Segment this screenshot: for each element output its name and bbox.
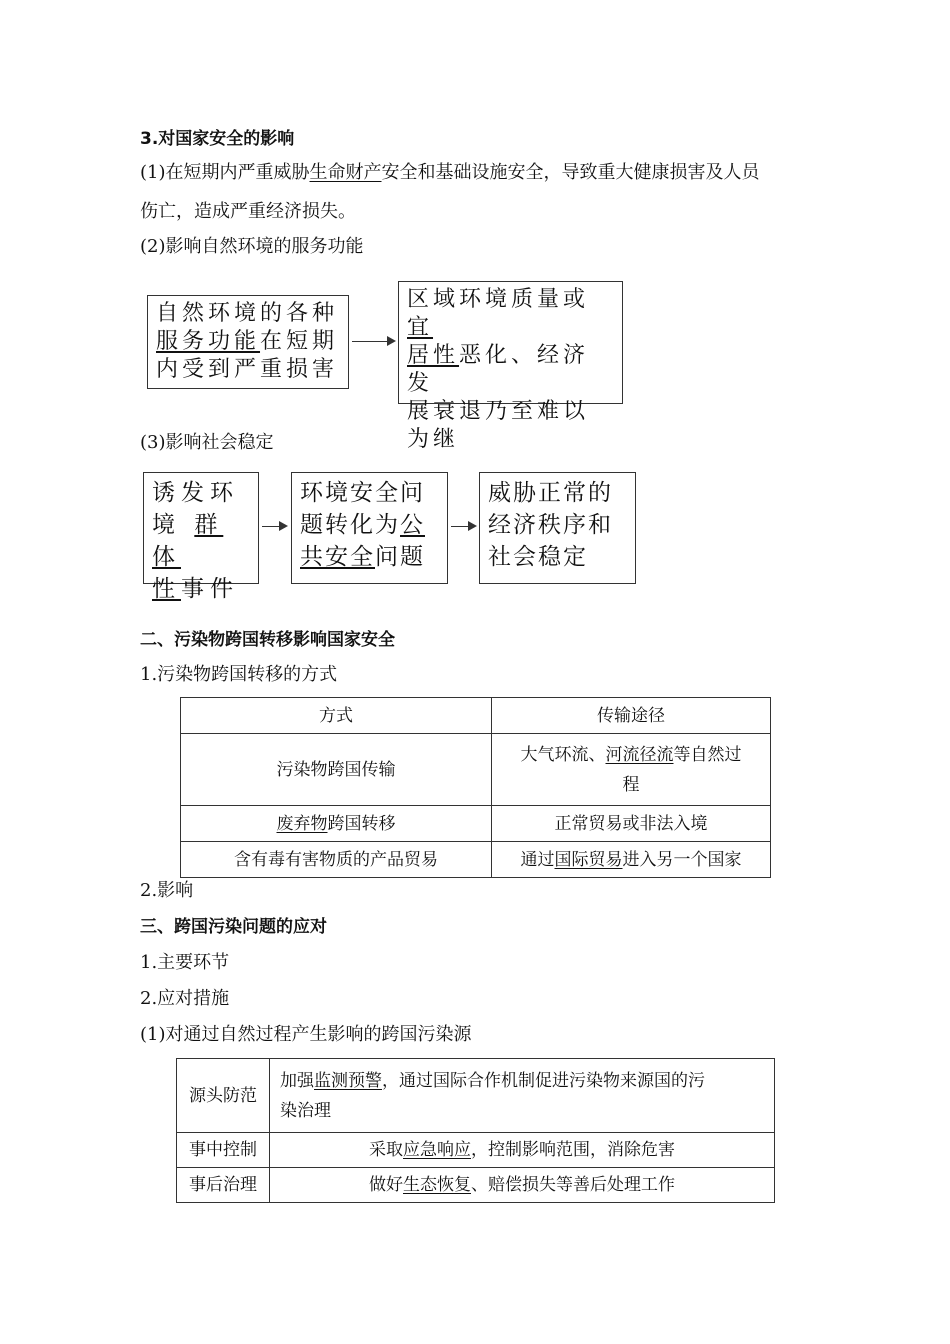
table-cell: 正常贸易或非法入境: [492, 806, 771, 842]
table-cell: 加强监测预警，通过国际合作机制促进污染物来源国的污 染治理: [270, 1059, 775, 1133]
table-header-cell: 方式: [181, 698, 492, 734]
arrow-right-icon: [451, 526, 475, 527]
table-cell: 做好生态恢复、赔偿损失等善后处理工作: [270, 1168, 775, 1203]
section-heading-2: 二、污染物跨国转移影响国家安全: [140, 630, 395, 650]
subheading-2-1: 1.污染物跨国转移的方式: [140, 664, 338, 685]
response-measures-table: [176, 1058, 775, 1203]
table-row: [177, 1133, 775, 1168]
subheading-2-2: 2.影响: [140, 880, 194, 901]
flow2-box2: 环境安全问 题转化为公 共安全问题: [291, 472, 448, 584]
table-cell: 源头防范: [177, 1059, 270, 1133]
paragraph-1: (1)在短期内严重威胁生命财产安全和基础设施安全，导致重大健康损害及人员: [140, 162, 760, 183]
paragraph-3: (3)影响社会稳定: [140, 432, 274, 453]
table-cell: 事后治理: [177, 1168, 270, 1203]
table-cell: 污染物跨国传输: [181, 734, 492, 806]
table-cell: 通过国际贸易进入另一个国家: [492, 842, 771, 878]
arrow-right-icon: [262, 526, 286, 527]
table-row: [177, 1168, 775, 1203]
subheading-3-2: 2.应对措施: [140, 988, 230, 1009]
arrow-right-icon: [352, 341, 394, 342]
subheading-3-1: 1.主要环节: [140, 952, 230, 973]
flow2-box3: 威胁正常的 经济秩序和 社会稳定: [479, 472, 636, 584]
paragraph-3-1: (1)对通过自然过程产生影响的跨国污染源: [140, 1024, 472, 1045]
transfer-methods-table: [180, 697, 771, 878]
table-cell: 事中控制: [177, 1133, 270, 1168]
table-row: [181, 806, 771, 842]
section-heading-3: 三、跨国污染问题的应对: [140, 917, 327, 937]
table-row: [181, 734, 771, 806]
table-row: [181, 842, 771, 878]
table-row: [177, 1059, 775, 1133]
flow2-box1: 诱发环 境 群体 性事件: [143, 472, 259, 584]
underlined-term: 生命财产: [309, 162, 382, 183]
table-row: [181, 698, 771, 734]
table-cell: 大气环流、河流径流等自然过 程: [492, 734, 771, 806]
table-cell: 废弃物跨国转移: [181, 806, 492, 842]
table-cell: 采取应急响应，控制影响范围，消除危害: [270, 1133, 775, 1168]
section-heading-national-security: 3.对国家安全的影响: [140, 129, 295, 149]
table-cell: 含有毒有害物质的产品贸易: [181, 842, 492, 878]
flow1-box1: 自然环境的各种 服务功能在短期 内受到严重损害: [147, 295, 349, 389]
flow1-box2: 区域环境质量或宜 居性恶化、经济发 展衰退乃至难以 为继: [398, 281, 623, 404]
table-header-cell: 传输途径: [492, 698, 771, 734]
paragraph-1-line2: 伤亡，造成严重经济损失。: [140, 201, 356, 222]
paragraph-2: (2)影响自然环境的服务功能: [140, 236, 364, 257]
